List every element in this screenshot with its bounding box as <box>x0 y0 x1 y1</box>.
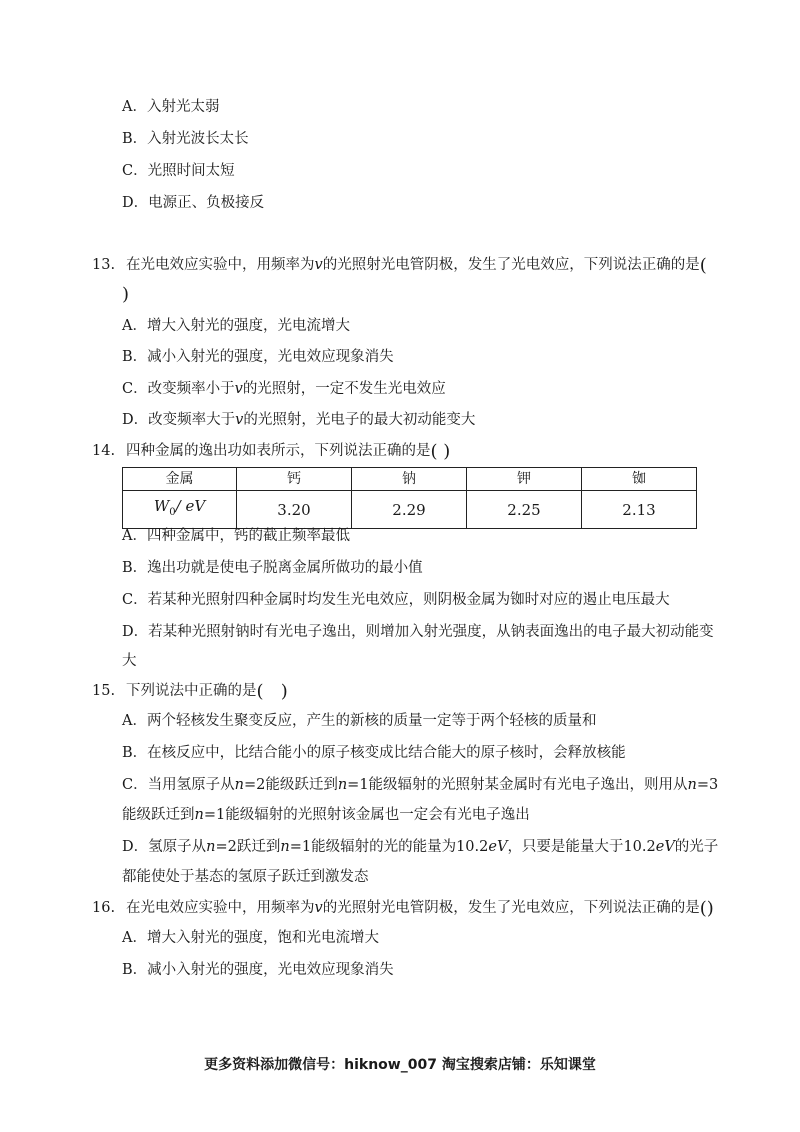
table-cell: 2.25 <box>467 491 582 529</box>
table-header-row <box>123 468 697 491</box>
page-footer: 更多资料添加微信号：hiknow_007 淘宝搜索店铺：乐知课堂 <box>204 1057 596 1073</box>
q14-option-d-line2: 大 <box>122 653 137 669</box>
table-row <box>123 491 697 529</box>
q15-option-b: B．在核反应中，比结合能小的原子核变成比结合能大的原子核时，会释放核能 <box>122 745 626 761</box>
table-cell: 3.20 <box>237 491 352 529</box>
q15-option-c-line1: C．当用氢原子从n=2能级跃迁到n=1能级辐射的光照射某金属时有光电子逸出，则用从n=3 <box>122 777 719 793</box>
q14-option-a: A．四种金属中，钙的截止频率最低 <box>122 528 350 544</box>
q13-option-b: B．减小入射光的强度，光电效应现象消失 <box>122 349 394 365</box>
q14-number: 14. <box>92 443 116 459</box>
q14-option-c: C．若某种光照射四种金属时均发生光电效应，则阴极金属为铷时对应的遏止电压最大 <box>122 592 670 608</box>
q12-option-a: A．入射光太弱 <box>122 99 220 115</box>
q13-option-a: A．增大入射光的强度，光电流增大 <box>122 318 350 334</box>
table-header-cell: 钾 <box>467 468 582 491</box>
q14-stem: 四种金属的逸出功如表所示，下列说法正确的是( ) <box>126 441 451 462</box>
q16-option-a: A．增大入射光的强度，饱和光电流增大 <box>122 930 379 946</box>
table-cell: 2.13 <box>582 491 697 529</box>
q12-option-b: B．入射光波长太长 <box>122 131 249 147</box>
q14-option-d-line1: D．若某种光照射钠时有光电子逸出，则增加入射光强度，从钠表面逸出的电子最大初动能变 <box>122 624 714 640</box>
q15-option-d-line1: D．氢原子从n=2跃迁到n=1能级辐射的光的能量为10.2eV，只要是能量大于10.2eV的光子 <box>122 839 719 855</box>
work-function-table <box>122 467 697 529</box>
table-header-cell: 钠 <box>352 468 467 491</box>
q16-number: 16. <box>92 900 116 916</box>
q13-paren-close: ) <box>122 284 130 305</box>
q16-stem: 在光电效应实验中，用频率为v的光照射光电管阴极，发生了光电效应，下列说法正确的是() <box>126 898 714 919</box>
q15-option-a: A．两个轻核发生聚变反应，产生的新核的质量一定等于两个轻核的质量和 <box>122 713 597 729</box>
q13-option-c: C．改变频率小于v的光照射，一定不发生光电效应 <box>122 381 446 397</box>
q15-number: 15. <box>92 683 116 699</box>
table-cell: 2.29 <box>352 491 467 529</box>
q13-number: 13. <box>92 257 116 273</box>
table-header-cell: 铷 <box>582 468 697 491</box>
q15-option-c-line2: 能级跃迁到n=1能级辐射的光照射该金属也一定会有光电子逸出 <box>122 807 530 823</box>
q16-option-b: B．减小入射光的强度，光电效应现象消失 <box>122 962 394 978</box>
table-row-label: $W_0/$ eV <box>123 491 237 529</box>
q14-option-b: B．逸出功就是使电子脱离金属所做功的最小值 <box>122 560 423 576</box>
q13-option-d: D．改变频率大于v的光照射，光电子的最大初动能变大 <box>122 412 476 428</box>
table-header-cell: 金属 <box>123 468 237 491</box>
q12-option-c: C．光照时间太短 <box>122 163 235 179</box>
q15-stem: 下列说法中正确的是( ) <box>126 681 288 702</box>
table-header-cell: 钙 <box>237 468 352 491</box>
q15-option-d-line2: 都能使处于基态的氢原子跃迁到激发态 <box>122 869 369 885</box>
q12-option-d: D．电源正、负极接反 <box>122 195 265 211</box>
q13-stem: 在光电效应实验中，用频率为v的光照射光电管阴极，发生了光电效应，下列说法正确的是( <box>126 255 707 276</box>
